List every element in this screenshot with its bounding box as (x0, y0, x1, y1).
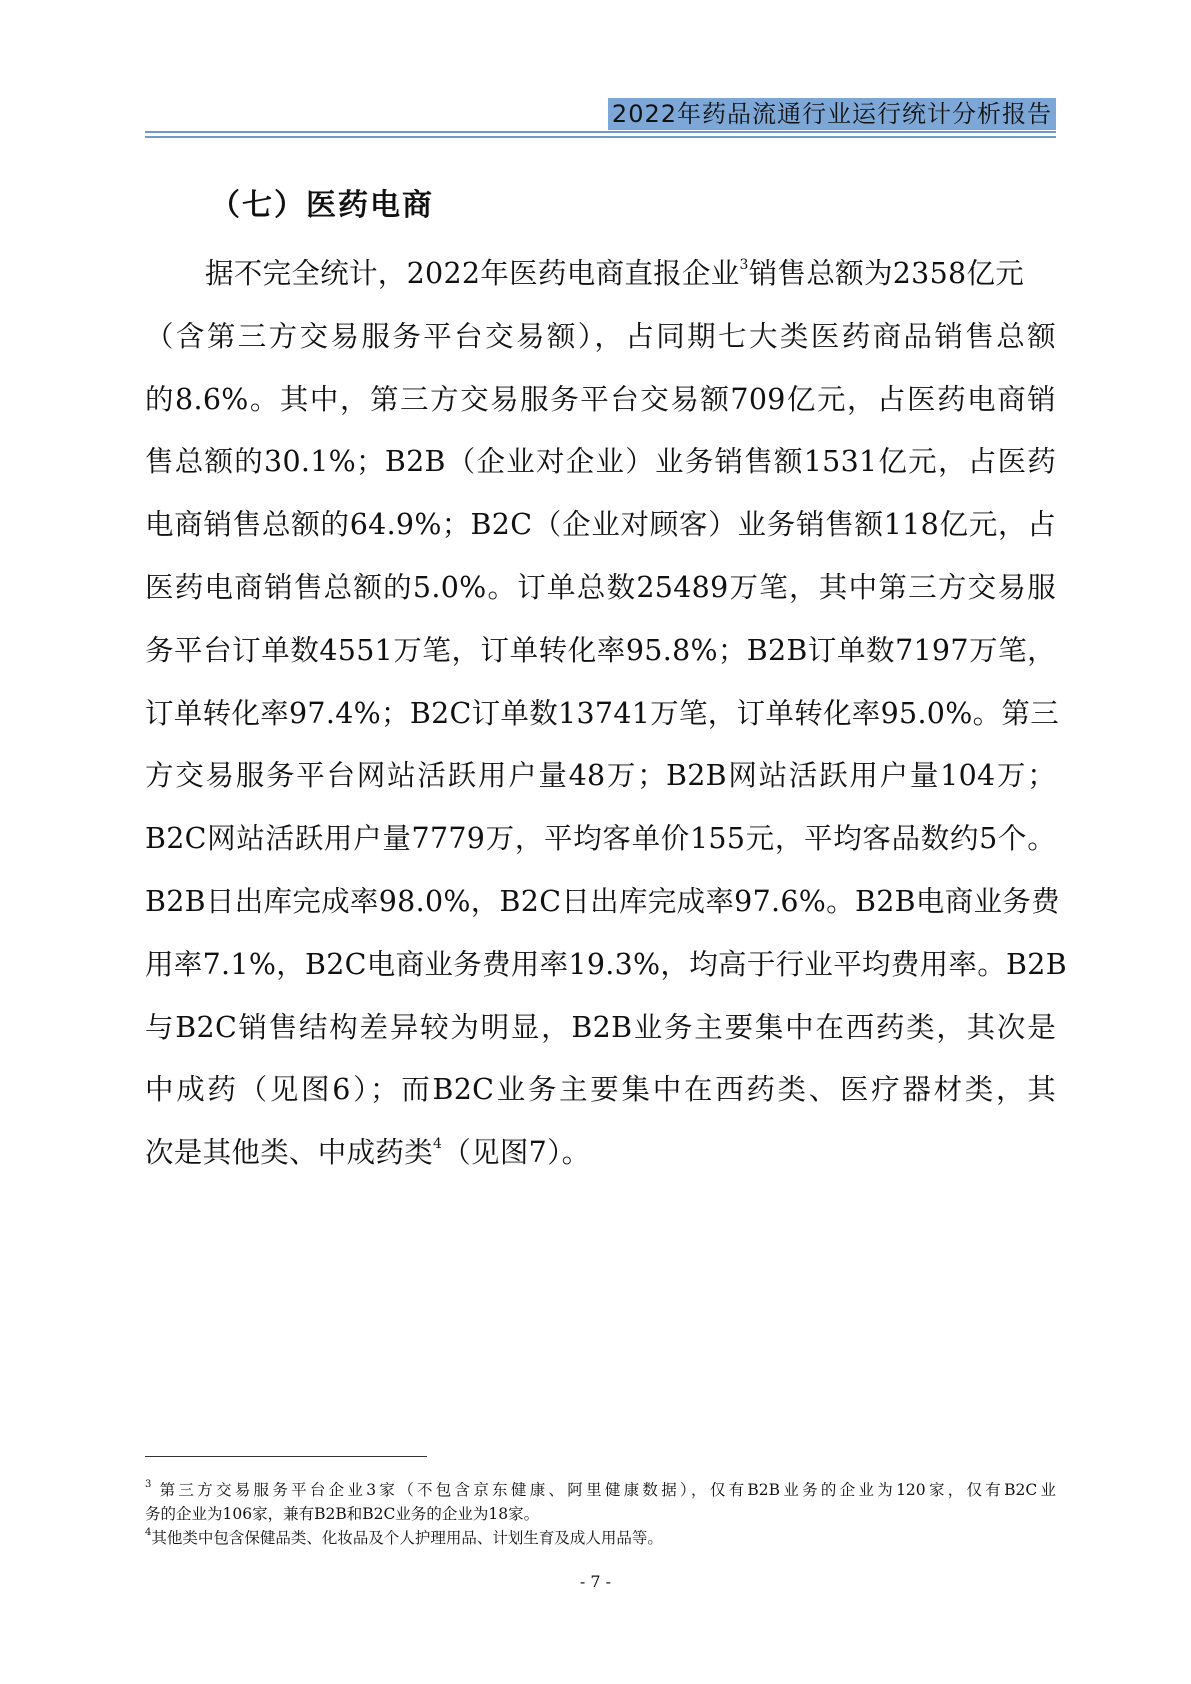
footnotes (145, 1478, 1056, 1550)
section-heading: （七）医药电商 (210, 188, 434, 223)
footnote-ref-4[interactable]: 4 (433, 1136, 443, 1153)
footnote-marker-3: 3 (145, 1479, 152, 1490)
header-rule-bottom (145, 136, 1056, 138)
body-paragraph (145, 243, 1067, 1185)
footnote-ref-3[interactable]: 3 (739, 257, 749, 273)
footnote-3-continued: 务的企业为106家，兼有B2B和B2C业务的企业为18家。 (145, 1505, 540, 1523)
text-line: （含第三方交易服务平台交易额），占同期七大类医药商品销售总额 (145, 319, 1056, 353)
text-line: 订单转化率97.4%；B2C订单数13741万笔，订单转化率95.0%。第三 (145, 696, 1060, 730)
text-line: 与B2C销售结构差异较为明显，B2B业务主要集中在西药类，其次是 (145, 1010, 1056, 1044)
text-line: 电商销售总额的64.9%；B2C（企业对顾客）业务销售额118亿元，占 (145, 508, 1056, 542)
text-line: 务平台订单数4551万笔，订单转化率95.8%；B2B订单数7197万笔， (145, 633, 1056, 667)
text-line: 中成药（见图6）；而B2C业务主要集中在西药类、医疗器材类，其 (145, 1073, 1056, 1107)
text-line: 据不完全统计，2022年医药电商直报企业$^3$销售总额为2358亿元 (205, 257, 1025, 290)
text-line: B2B日出库完成率98.0%，B2C日出库完成率97.6%。B2B电商业务费 (145, 884, 1060, 918)
footnote-marker-4: 4 (145, 1527, 152, 1538)
text-line: B2C网站活跃用户量7779万，平均客单价155元，平均客品数约5个。 (145, 822, 1056, 856)
text-line: 用率7.1%，B2C电商业务费用率19.3%，均高于行业平均费用率。B2B (145, 947, 1067, 981)
running-header-title: 2022年药品流通行业运行统计分析报告 (608, 98, 1056, 130)
footnote-4: $^4$其他类中包含保健品类、化妆品及个人护理用品、计划生育及成人用品等。 (145, 1527, 663, 1547)
text-line: 的8.6%。其中，第三方交易服务平台交易额709亿元，占医药电商销 (145, 382, 1056, 416)
text-line: 方交易服务平台网站活跃用户量48万；B2B网站活跃用户量104万； (145, 759, 1056, 793)
footnote-3: $^3$ 第三方交易服务平台企业3家（不包含京东健康、阿里健康数据），仅有B2B业务的企业为120家，仅有B2C业 (145, 1479, 1056, 1499)
page-number: - 7 - (579, 1572, 612, 1591)
text-line: 售总额的30.1%；B2B（企业对企业）业务销售额1531亿元，占医药 (145, 445, 1056, 479)
header-rule-top (145, 131, 1056, 133)
text-line: 医药电商销售总额的5.0%。订单总数25489万笔，其中第三方交易服 (145, 570, 1056, 604)
text-line: 次是其他类、中成药类$^4$（见图7）。 (145, 1136, 591, 1170)
footnote-separator (145, 1456, 427, 1457)
